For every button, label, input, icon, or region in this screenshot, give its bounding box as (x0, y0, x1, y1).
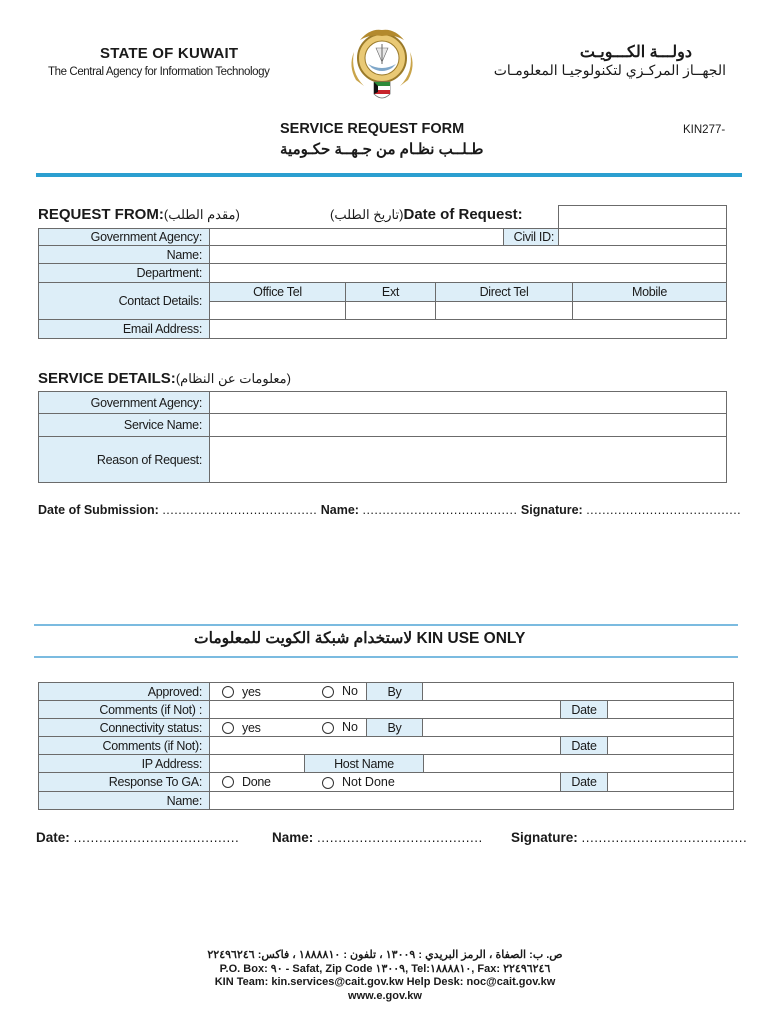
submission-sign-line (38, 503, 741, 517)
submission-signature-label: Signature: (520, 503, 583, 517)
approved-by-input[interactable] (422, 682, 734, 701)
department-input[interactable] (209, 263, 727, 283)
comments-1-input[interactable] (209, 700, 561, 719)
kin-bottom-rule (34, 656, 738, 658)
ext-header: Ext (345, 282, 436, 302)
sd-government-agency-input[interactable] (209, 391, 727, 414)
sd-ga-label: Government Agency: (38, 391, 210, 414)
civil-id-label: Civil ID: (503, 228, 559, 246)
ip-address-label: IP Address: (38, 754, 210, 773)
comments-2-date-input[interactable] (607, 736, 734, 755)
header-divider (36, 173, 742, 177)
comments-1-label: Comments (if Not) : (38, 700, 210, 719)
kuwait-emblem-icon (346, 22, 418, 106)
response-not-done-option[interactable] (322, 775, 395, 789)
connectivity-yes-text: yes (242, 720, 261, 735)
ext-input[interactable] (345, 301, 436, 320)
department-label: Department: (38, 263, 210, 283)
bottom-date-dots[interactable]: ....................................... (73, 830, 240, 845)
submission-date-label: Date of Submission: (38, 503, 159, 517)
name-input[interactable] (209, 245, 727, 264)
reason-label: Reason of Request: (38, 436, 210, 483)
response-to-ga-label: Response To GA: (38, 772, 210, 792)
name-label: Name: (38, 245, 210, 264)
approved-yes-radio[interactable] (222, 686, 234, 698)
bottom-date-block (36, 830, 239, 845)
form-title-ar: طـلــب نظـام من جـهــة حكـومية (280, 141, 484, 158)
reason-input[interactable] (209, 436, 727, 483)
response-done-radio[interactable] (222, 776, 234, 788)
kin-top-rule (34, 624, 738, 626)
date-of-request-ar: (تاريخ الطلب) (330, 207, 404, 222)
service-name-input[interactable] (209, 413, 727, 437)
service-details-title-ar: (معلومات عن النظام) (175, 371, 291, 386)
response-date-label: Date (560, 772, 608, 792)
connectivity-by-label: By (366, 718, 423, 737)
bottom-date-label: Date: (36, 830, 70, 845)
agency-name-ar: الجهــاز المركـزي لتكنولوجيـا المعلومـات (493, 62, 726, 78)
footer-address-po: P.O. Box: ٩٠ - Safat, Zip Code ١٣٠٠٩, Tel:١٨٨٨٨١٠, Fax: ٢٢٤٩٦٢٤٦ (219, 963, 551, 975)
service-details-heading (38, 370, 291, 387)
date-of-request-label: Date of Request: (403, 206, 523, 223)
footer-website[interactable]: www.e.gov.kw (348, 990, 422, 1002)
mobile-input[interactable] (572, 301, 727, 320)
kin-name-input[interactable] (209, 791, 734, 810)
submission-signature-dots[interactable]: ....................................... (586, 503, 742, 517)
state-title-ar: دولـــة الكـــويـت (579, 44, 692, 61)
request-from-heading (38, 206, 240, 223)
connectivity-yes-radio[interactable] (222, 722, 234, 734)
direct-tel-input[interactable] (435, 301, 573, 320)
contact-details-label: Contact Details: (38, 282, 210, 320)
bottom-name-label: Name: (272, 830, 314, 845)
office-tel-header: Office Tel (209, 282, 346, 302)
form-title-en: SERVICE REQUEST FORM (280, 121, 465, 137)
service-details-title: SERVICE DETAILS: (38, 370, 176, 387)
approved-no-radio[interactable] (322, 686, 334, 698)
footer-address-ar: ص. ب: الصفاة ، الرمز البريدي : ١٣٠٠٩ ، تلفون : ١٨٨٨٨١٠ ، فاكس: ٢٢٤٩٦٢٤٦ (207, 949, 563, 961)
approved-yes-text: yes (242, 684, 261, 699)
comments-2-label: Comments (if Not): (38, 736, 210, 755)
bottom-signature-block (511, 830, 747, 845)
approved-by-label: By (366, 682, 423, 701)
kin-name-label: Name: (38, 791, 210, 810)
response-not-done-radio[interactable] (322, 777, 334, 789)
date-of-request-heading (330, 206, 523, 223)
connectivity-no-option[interactable] (322, 720, 358, 734)
comments-1-date-label: Date (560, 700, 608, 719)
civil-id-input[interactable] (558, 228, 727, 246)
kin-use-only-title: لاستخدام شبكة الكويت للمعلومات KIN USE ONLY (194, 630, 526, 647)
footer-kin-team: KIN Team: kin.services@cait.gov.kw Help Desk: noc@cait.gov.kw (214, 976, 556, 988)
approved-no-option[interactable] (322, 684, 358, 698)
bottom-signature-dots[interactable]: ....................................... (581, 830, 748, 845)
request-from-title-ar: (مقدم الطلب) (163, 207, 240, 222)
connectivity-by-input[interactable] (422, 718, 734, 737)
date-of-request-input[interactable] (558, 205, 727, 229)
comments-2-input[interactable] (209, 736, 561, 755)
email-input[interactable] (209, 319, 727, 339)
bottom-name-dots[interactable]: ....................................... (317, 830, 483, 845)
connectivity-no-text: No (342, 720, 358, 734)
mobile-header: Mobile (572, 282, 727, 302)
host-name-input[interactable] (423, 754, 734, 773)
ga-label: Government Agency: (38, 228, 210, 246)
submission-name-dots[interactable]: ....................................... (362, 503, 518, 517)
response-not-done-text: Not Done (342, 775, 395, 789)
connectivity-no-radio[interactable] (322, 722, 334, 734)
approved-label: Approved: (38, 682, 210, 701)
agency-name-en: The Central Agency for Information Technology (48, 66, 270, 78)
response-done-text: Done (242, 775, 271, 789)
bottom-signature-label: Signature: (511, 830, 578, 845)
submission-date-dots[interactable]: ....................................... (162, 503, 318, 517)
government-agency-input[interactable] (209, 228, 504, 246)
comments-2-date-label: Date (560, 736, 608, 755)
form-code: KIN277- (683, 124, 726, 136)
bottom-name-block (272, 830, 483, 845)
state-title-en: STATE OF KUWAIT (100, 45, 239, 62)
comments-1-date-input[interactable] (607, 700, 734, 719)
direct-tel-header: Direct Tel (435, 282, 573, 302)
request-from-title: REQUEST FROM: (38, 206, 164, 223)
ip-address-input[interactable] (209, 754, 305, 773)
service-name-label: Service Name: (38, 413, 210, 437)
host-name-label: Host Name (304, 754, 424, 773)
office-tel-input[interactable] (209, 301, 346, 320)
connectivity-label: Connectivity status: (38, 718, 210, 737)
response-date-input[interactable] (607, 772, 734, 792)
email-label: Email Address: (38, 319, 210, 339)
submission-name-label: Name: (320, 503, 359, 517)
approved-no-text: No (342, 684, 358, 698)
